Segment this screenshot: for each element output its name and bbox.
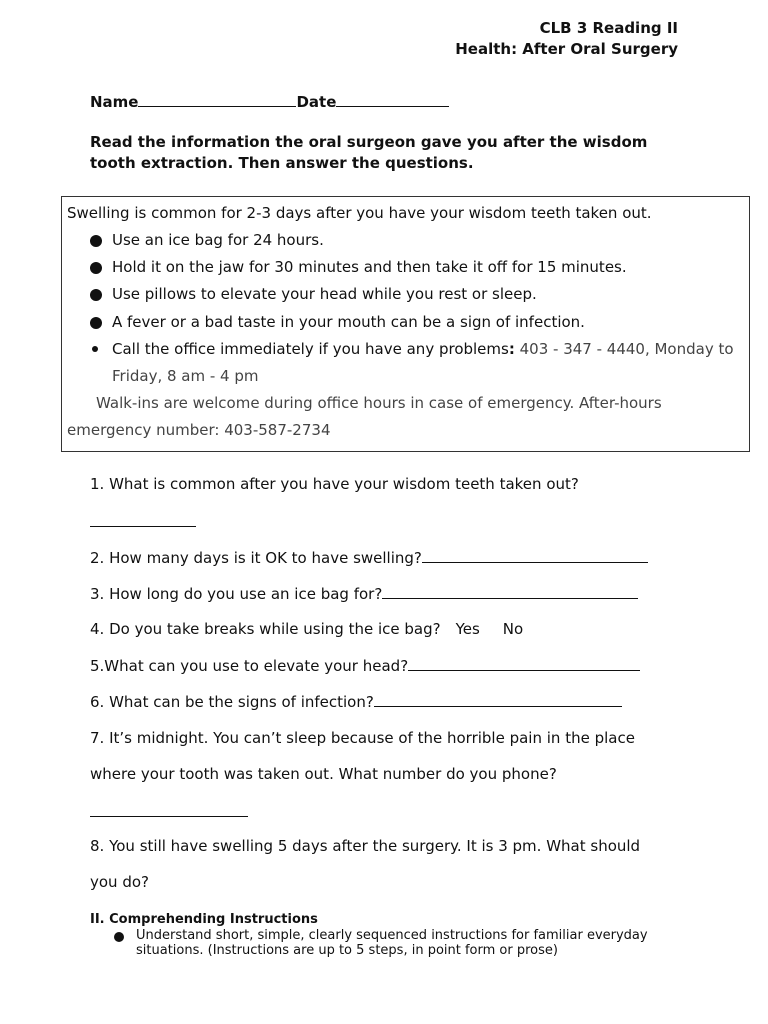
- info-intro: Swelling is common for 2-3 days after you have your wisdom teeth taken out.: [67, 204, 652, 222]
- bullet-icon: [92, 346, 98, 352]
- info-bullet: A fever or a bad taste in your mouth can be a sign of infection.: [112, 313, 585, 331]
- call-colon: :: [508, 340, 515, 358]
- question-6: 6. What can be the signs of infection?: [90, 693, 374, 711]
- question-3-row: [90, 584, 638, 603]
- name-field[interactable]: [138, 92, 296, 107]
- info-bullet: Use an ice bag for 24 hours.: [112, 231, 324, 249]
- info-box: [61, 196, 750, 452]
- bullet-icon: [90, 235, 102, 247]
- question-2-row: [90, 548, 648, 567]
- info-bullet: Hold it on the jaw for 30 minutes and then take it off for 15 minutes.: [112, 258, 627, 276]
- bullet-icon: [114, 932, 124, 942]
- section-title: II. Comprehending Instructions: [90, 912, 318, 927]
- office-phone-hours: 403 - 347 - 4440, Monday to: [514, 340, 734, 358]
- name-label: Name: [90, 93, 139, 111]
- bullet-icon: [90, 262, 102, 274]
- walkins-text: Walk-ins are welcome during office hours in case of emergency. After-hours: [96, 394, 662, 412]
- emergency-number: emergency number: 403-587-2734: [67, 421, 331, 439]
- question-2: 2. How many days is it OK to have swelling?: [90, 549, 422, 567]
- bullet-icon: [90, 289, 102, 301]
- office-hours: Friday, 8 am - 4 pm: [112, 367, 259, 385]
- question-4-row: [90, 620, 523, 638]
- section-bullet: Understand short, simple, clearly sequenced instructions for familiar everyday situations. (Instructions are up to 5 steps, in point form or prose): [136, 928, 648, 958]
- answer-field[interactable]: [422, 548, 648, 563]
- question-4: 4. Do you take breaks while using the ice bag?: [90, 620, 441, 638]
- question-5: 5.What can you use to elevate your head?: [90, 657, 409, 675]
- worksheet-topic: Health: After Oral Surgery: [455, 40, 678, 58]
- instructions: Read the information the oral surgeon gave you after the wisdom tooth extraction. Then answer the questions.: [90, 133, 648, 172]
- call-office-line: [112, 340, 734, 358]
- question-8-line2: you do?: [90, 873, 149, 891]
- answer-field[interactable]: [408, 656, 640, 671]
- question-3: 3. How long do you use an ice bag for?: [90, 585, 383, 603]
- answer-field[interactable]: [90, 512, 196, 527]
- worksheet-level: CLB 3 Reading II: [539, 19, 678, 37]
- answer-7-line: [90, 802, 248, 821]
- question-7-line1: 7. It’s midnight. You can’t sleep because of the horrible pain in the place: [90, 729, 635, 747]
- answer-field[interactable]: [90, 802, 248, 817]
- question-5-row: [90, 656, 640, 675]
- answer-field[interactable]: [374, 692, 622, 707]
- question-8-line1: 8. You still have swelling 5 days after the surgery. It is 3 pm. What should: [90, 837, 641, 855]
- question-7-line2: where your tooth was taken out. What number do you phone?: [90, 765, 557, 783]
- question-6-row: [90, 692, 622, 711]
- bullet-icon: [90, 317, 102, 329]
- info-bullet: Use pillows to elevate your head while you rest or sleep.: [112, 285, 537, 303]
- question-1: 1. What is common after you have your wisdom teeth taken out?: [90, 475, 579, 493]
- name-date-row: [90, 92, 449, 111]
- date-field[interactable]: [336, 92, 449, 107]
- answer-1-line: [90, 512, 196, 531]
- answer-no[interactable]: No: [502, 620, 524, 638]
- answer-yes[interactable]: Yes: [455, 620, 480, 638]
- date-label: Date: [296, 93, 337, 111]
- answer-field[interactable]: [382, 584, 638, 599]
- call-office-text: Call the office immediately if you have any problems: [112, 340, 509, 358]
